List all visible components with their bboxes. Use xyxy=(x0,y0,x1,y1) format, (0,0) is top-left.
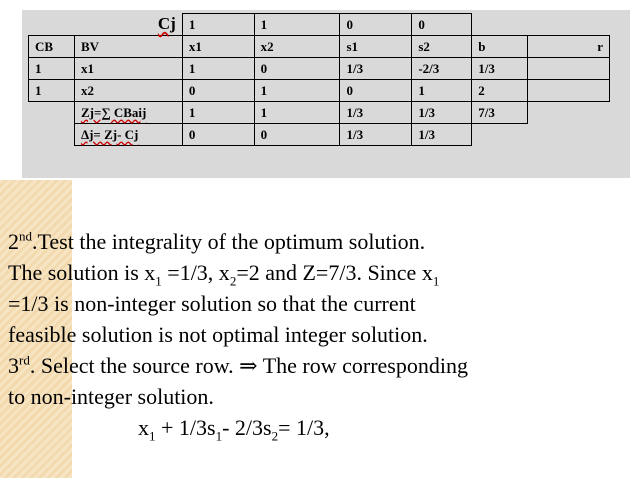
simplex-table xyxy=(28,13,610,146)
header-s2: s2 xyxy=(412,36,472,58)
row1-x2: 0 xyxy=(254,58,340,80)
header-cb: CB xyxy=(29,36,75,58)
text-line-5: 3rd. Select the source row. ⇒ The row corresponding xyxy=(8,352,468,378)
text-line-3: =1/3 is non-integer solution so that the current xyxy=(8,291,416,316)
zj-label: Zj=∑ CBaij xyxy=(74,102,182,124)
cj-s2: 0 xyxy=(412,14,472,36)
header-x2: x2 xyxy=(254,36,340,58)
header-row xyxy=(29,36,610,58)
simplex-table-panel xyxy=(22,10,630,178)
delta-s1: 1/3 xyxy=(340,124,412,146)
text-line-2: The solution is $x_1 =1/3$, $x_2=2$ and Z=7/3. Since $x_1$ xyxy=(8,260,440,289)
header-bv: BV xyxy=(74,36,182,58)
row2-cb: 1 xyxy=(29,80,75,102)
row2-r xyxy=(528,80,610,102)
row2-s2: 1 xyxy=(412,80,472,102)
row2-b: 2 xyxy=(472,80,528,102)
zj-x1: 1 xyxy=(182,102,254,124)
header-r: r xyxy=(528,36,610,58)
table-row xyxy=(29,58,610,80)
source-row-equation: $x_1 + 1/3s_1-$ $2/3s_2= 1/3$, xyxy=(138,415,330,444)
cj-x1: 1 xyxy=(182,14,254,36)
delta-row xyxy=(29,124,610,146)
cj-label: Cj xyxy=(157,14,176,34)
zj-x2: 1 xyxy=(254,102,340,124)
row2-x2: 1 xyxy=(254,80,340,102)
text-line-1: 2nd.Test the integrality of the optimum solution. xyxy=(8,228,426,254)
zj-s1: 1/3 xyxy=(340,102,412,124)
row2-bv: x2 xyxy=(74,80,182,102)
row1-x1: 1 xyxy=(182,58,254,80)
header-b: b xyxy=(472,36,528,58)
row1-b: 1/3 xyxy=(472,58,528,80)
row1-cb: 1 xyxy=(29,58,75,80)
row1-s2: -2/3 xyxy=(412,58,472,80)
delta-s2: 1/3 xyxy=(412,124,472,146)
header-x1: x1 xyxy=(182,36,254,58)
text-line-6: to non-integer solution. xyxy=(8,384,214,409)
text-line-4: feasible solution is not optimal integer solution. xyxy=(8,322,428,347)
cj-row xyxy=(29,14,610,36)
zj-row xyxy=(29,102,610,124)
row2-x1: 0 xyxy=(182,80,254,102)
header-s1: s1 xyxy=(340,36,412,58)
delta-x2: 0 xyxy=(254,124,340,146)
row1-bv: x1 xyxy=(74,58,182,80)
cj-x2: 1 xyxy=(254,14,340,36)
row2-s1: 0 xyxy=(340,80,412,102)
cj-s1: 0 xyxy=(340,14,412,36)
delta-label: Δj= Zj- Cj xyxy=(74,124,182,146)
delta-x1: 0 xyxy=(182,124,254,146)
zj-s2: 1/3 xyxy=(412,102,472,124)
zj-b: 7/3 xyxy=(472,102,528,124)
row1-s1: 1/3 xyxy=(340,58,412,80)
body-text xyxy=(8,226,633,443)
table-row xyxy=(29,80,610,102)
row1-r xyxy=(528,58,610,80)
